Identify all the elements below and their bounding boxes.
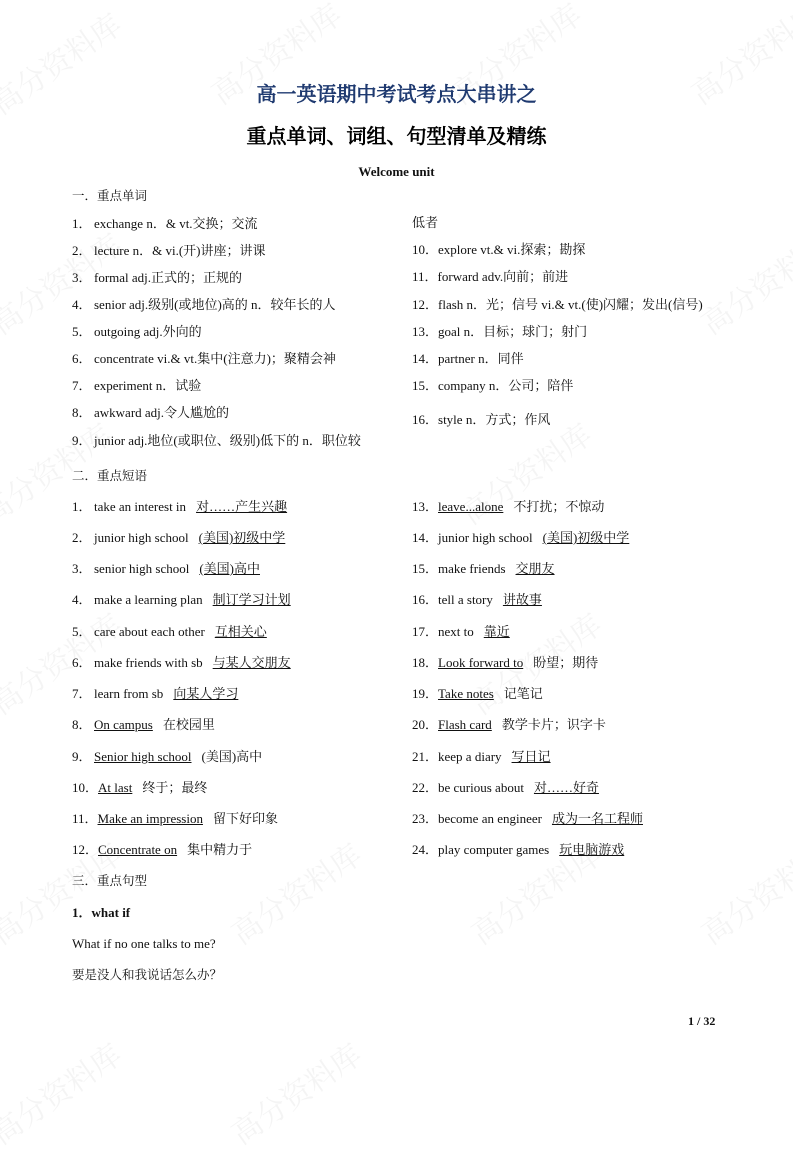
list-item: 7． learn from sb 向某人学习 <box>72 686 239 701</box>
document-subtitle: 重点单词、词组、句型清单及精练 <box>246 124 547 148</box>
list-item: 18．Look forward to 盼望；期待 <box>412 655 599 670</box>
page-number: 1 / 32 <box>688 1014 716 1028</box>
list-item: 22．be curious about 对……好奇 <box>412 780 599 795</box>
list-item: 16．tell a story 讲故事 <box>412 592 542 607</box>
list-item: 9． junior adj.地位(或职位、级别)低下的 n．职位较 <box>72 433 361 448</box>
list-item: 4． make a learning plan 制订学习计划 <box>72 592 291 607</box>
list-item: 8． awkward adj.令人尴尬的 <box>72 405 230 420</box>
list-item: 12．flash n．光；信号 vi.& vt.(使)闪耀；发出(信号) <box>412 297 703 312</box>
watermark <box>221 1031 369 1153</box>
list-item: 14．junior high school (美国)初级中学 <box>412 530 630 545</box>
list-item: 1． take an interest in 对……产生兴趣 <box>72 499 288 514</box>
list-item: 23．become an engineer 成为一名工程师 <box>412 811 643 826</box>
list-item: 6． concentrate vi.& vt.集中(注意力)；聚精会神 <box>72 351 336 366</box>
list-item: 9． Senior high school (美国)高中 <box>72 749 263 764</box>
list-item: 2． lecture n．& vi.(开)讲座；讲课 <box>72 243 266 258</box>
list-item: 21．keep a diary 写日记 <box>412 749 551 764</box>
list-item: 1． exchange n．& vt.交换；交流 <box>72 216 258 231</box>
document-title: 高一英语期中考试考点大串讲之 <box>256 82 537 106</box>
list-item: 13．leave...alone 不打扰；不惊动 <box>412 499 605 514</box>
list-item: 20．Flash card 教学卡片；识字卡 <box>412 717 606 732</box>
list-item: 3． senior high school (美国)高中 <box>72 561 260 576</box>
list-item: 17．next to 靠近 <box>412 624 510 639</box>
section-heading-sentences: 三．重点句型 <box>72 873 148 888</box>
list-item: 24．play computer games 玩电脑游戏 <box>412 842 625 857</box>
watermark <box>691 831 793 953</box>
list-item: 16．style n．方式；作风 <box>412 412 551 427</box>
example-sentence-en: What if no one talks to me? <box>72 936 216 951</box>
list-item: 14．partner n．同伴 <box>412 351 524 366</box>
example-sentence-zh: 要是没人和我说话怎么办？ <box>72 967 223 982</box>
list-item-continuation: 低者 <box>412 215 439 230</box>
sentence-pattern-label: 1．what if <box>72 905 131 920</box>
list-item: 19．Take notes 记笔记 <box>412 686 543 701</box>
list-item: 11．forward adv.向前；前进 <box>412 269 569 284</box>
section-heading-words: 一．重点单词 <box>72 188 148 203</box>
list-item: 10．At last 终于；最终 <box>72 780 208 795</box>
watermark <box>0 1031 129 1153</box>
watermark <box>691 221 793 343</box>
list-item: 8． On campus 在校园里 <box>72 717 215 732</box>
list-item: 11．Make an impression 留下好印象 <box>72 811 278 826</box>
section-heading-phrases: 二．重点短语 <box>72 468 148 483</box>
list-item: 6． make friends with sb 与某人交朋友 <box>72 655 291 670</box>
list-item: 15．company n．公司；陪伴 <box>412 378 574 393</box>
list-item: 10．explore vt.& vi.探索；勘探 <box>412 242 586 257</box>
list-item: 5． outgoing adj.外向的 <box>72 324 202 339</box>
unit-heading: Welcome unit <box>358 164 435 179</box>
list-item: 15．make friends 交朋友 <box>412 561 555 576</box>
list-item: 4． senior adj.级别(或地位)高的 n．较年长的人 <box>72 297 336 312</box>
list-item: 7． experiment n．试验 <box>72 378 202 393</box>
list-item: 5． care about each other 互相关心 <box>72 624 267 639</box>
list-item: 3． formal adj.正式的；正规的 <box>72 270 243 285</box>
list-item: 2． junior high school (美国)初级中学 <box>72 530 286 545</box>
list-item: 12．Concentrate on 集中精力于 <box>72 842 253 857</box>
list-item: 13．goal n．目标；球门；射门 <box>412 324 588 339</box>
